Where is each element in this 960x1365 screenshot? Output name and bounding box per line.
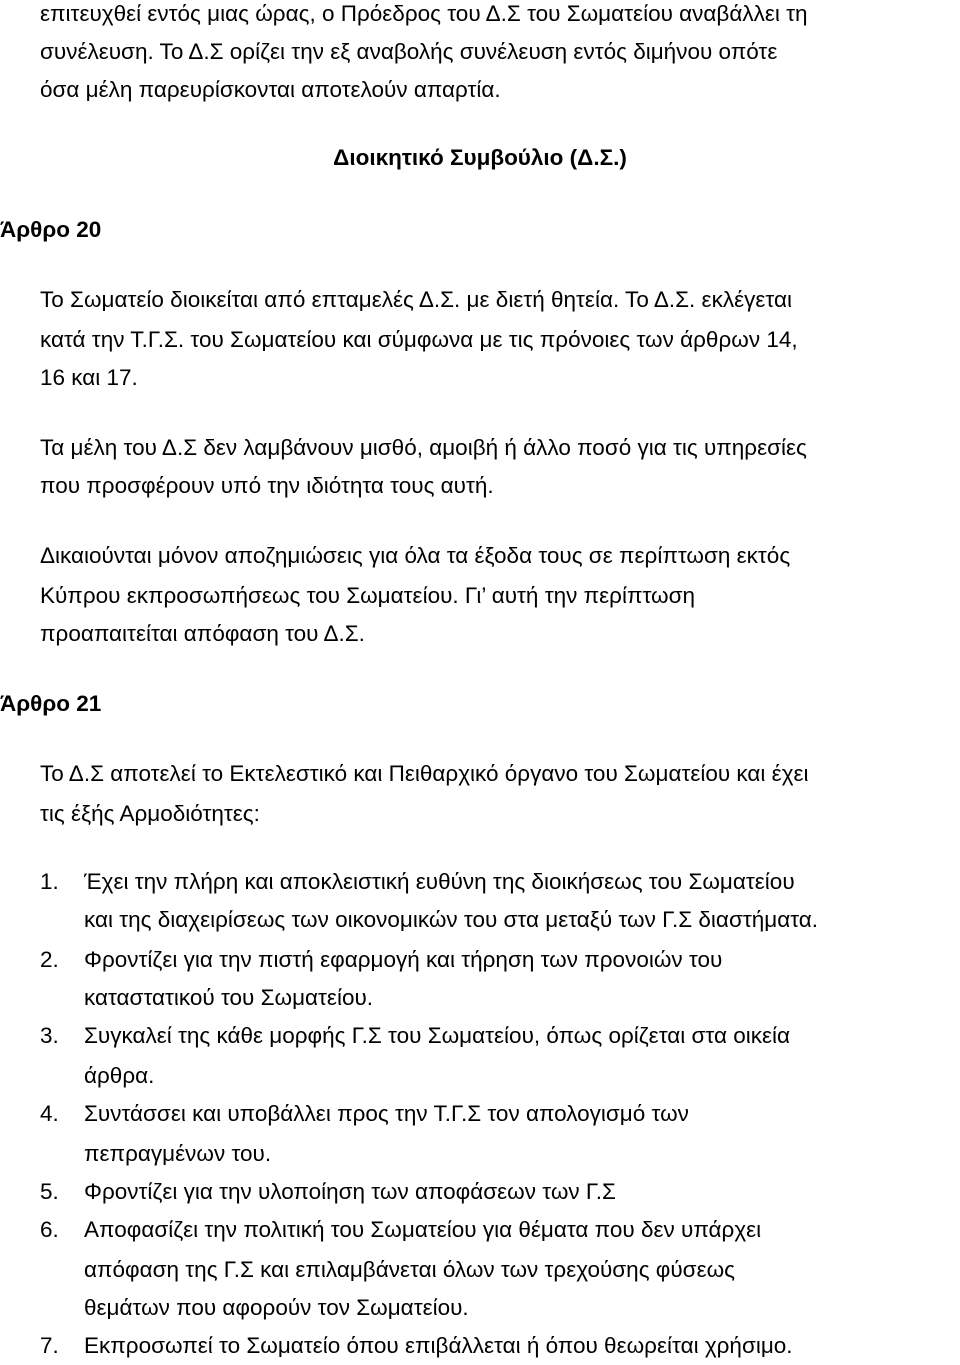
list-item-3-line-2: άρθρα. — [84, 1063, 155, 1088]
list-item-4-line-1: Συντάσσει και υποβάλλει προς την Τ.Γ.Σ τον απολογισμό των — [84, 1101, 689, 1126]
article-21-heading: Άρθρο 21 — [0, 691, 102, 716]
list-item-number: 2. — [40, 947, 59, 972]
intro-line-2: συνέλευση. Το Δ.Σ ορίζει την εξ αναβολής συνέλευση εντός διμήνου οπότε — [40, 39, 778, 64]
article-21-intro-line-1: Το Δ.Σ αποτελεί το Εκτελεστικό και Πειθαρχικό όργανο του Σωματείου και έχει — [40, 761, 809, 786]
article-20-para1-line-1: Το Σωματείο διοικείται από επταμελές Δ.Σ. με διετή θητεία. Το Δ.Σ. εκλέγεται — [40, 287, 792, 312]
list-item-number: 7. — [40, 1333, 59, 1358]
list-item-number: 1. — [40, 869, 59, 894]
list-item-3-line-1: Συγκαλεί της κάθε μορφής Γ.Σ του Σωματείου, όπως ορίζεται στα οικεία — [84, 1023, 791, 1048]
intro-line-1: επιτευχθεί εντός μιας ώρας, ο Πρόεδρος του Δ.Σ του Σωματείου αναβάλλει τη — [40, 1, 808, 26]
article-20-para1-line-2: κατά την Τ.Γ.Σ. του Σωματείου και σύμφωνα με τις πρόνοιες των άρθρων 14, — [40, 327, 798, 352]
list-item-number: 6. — [40, 1217, 59, 1242]
article-20-para2-line-2: που προσφέρουν υπό την ιδιότητα τους αυτή. — [40, 473, 494, 498]
list-item-6-line-1: Αποφασίζει την πολιτική του Σωματείου για θέματα που δεν υπάρχει — [84, 1217, 762, 1242]
list-item-2-line-2: καταστατικού του Σωματείου. — [84, 985, 374, 1010]
list-item-6-line-3: θεμάτων που αφορούν τον Σωματείου. — [84, 1295, 469, 1320]
article-20-para1-line-3: 16 και 17. — [40, 365, 138, 390]
list-item-1-line-2: και της διαχειρίσεως των οικονομικών του στα μεταξύ των Γ.Σ διαστήματα. — [84, 907, 819, 932]
article-20-heading: Άρθρο 20 — [0, 217, 102, 242]
list-item-5-line-1: Φροντίζει για την υλοποίηση των αποφάσεων των Γ.Σ — [84, 1179, 616, 1204]
list-item-2-line-1: Φροντίζει για την πιστή εφαρμογή και τήρηση των προνοιών του — [84, 947, 723, 972]
section-title: Διοικητικό Συμβούλιο (Δ.Σ.) — [333, 145, 627, 170]
article-20-para3-line-1: Δικαιούνται μόνον αποζημιώσεις για όλα τα έξοδα τους σε περίπτωση εκτός — [40, 543, 791, 568]
list-item-7-line-1: Εκπροσωπεί το Σωματείο όπου επιβάλλεται ή όπου θεωρείται χρήσιμο. — [84, 1333, 793, 1358]
list-item-number: 4. — [40, 1101, 59, 1126]
list-item-6-line-2: απόφαση της Γ.Σ και επιλαμβάνεται όλων των τρεχούσης φύσεως — [84, 1257, 736, 1282]
intro-line-3: όσα μέλη παρευρίσκονται αποτελούν απαρτία. — [40, 77, 501, 102]
list-item-4-line-2: πεπραγμένων του. — [84, 1141, 272, 1166]
article-20-para3-line-3: προαπαιτείται απόφαση του Δ.Σ. — [40, 621, 365, 646]
list-item-number: 5. — [40, 1179, 59, 1204]
article-20-para3-line-2: Κύπρου εκπροσωπήσεως του Σωματείου. Γι’ αυτή την περίπτωση — [40, 583, 696, 608]
article-20-para2-line-1: Τα μέλη του Δ.Σ δεν λαμβάνουν μισθό, αμοιβή ή άλλο ποσό για τις υπηρεσίες — [40, 435, 807, 460]
list-item-number: 3. — [40, 1023, 59, 1048]
article-21-intro-line-2: τις έξής Αρμοδιότητες: — [40, 801, 260, 826]
list-item-1-line-1: Έχει την πλήρη και αποκλειστική ευθύνη της διοικήσεως του Σωματείου — [84, 869, 795, 894]
